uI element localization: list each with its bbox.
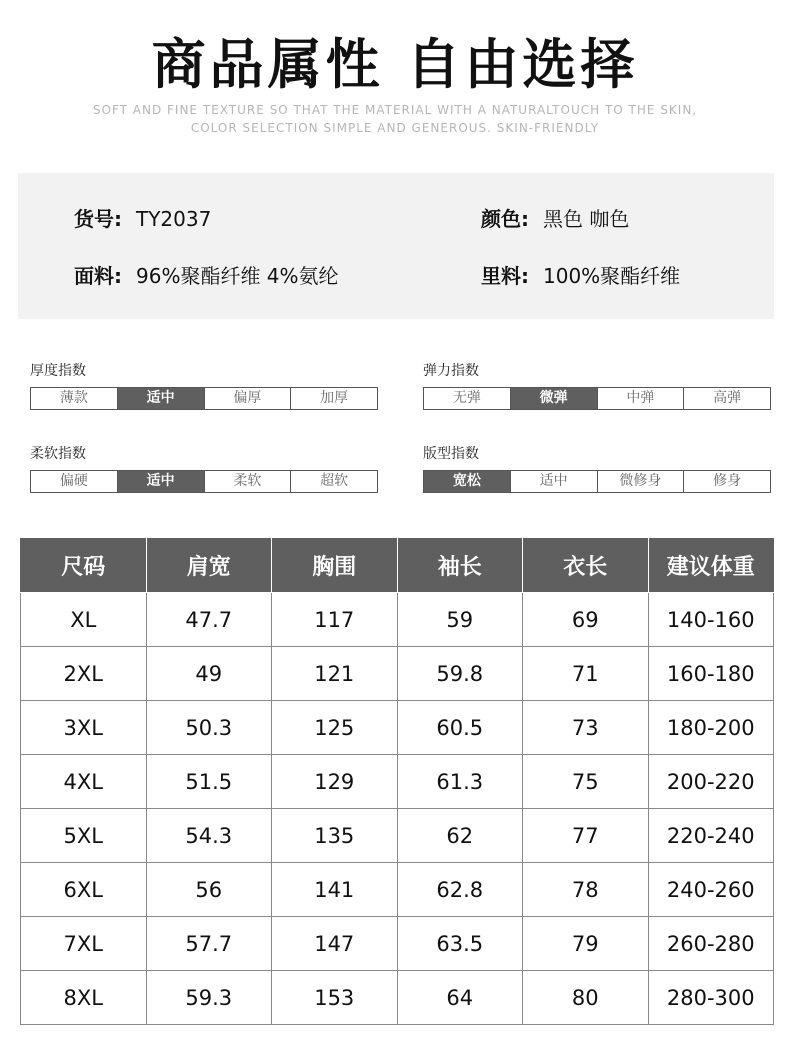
fit-option: 修身	[713, 473, 742, 489]
sleeve-cell: 62	[397, 809, 523, 863]
column-header: 胸围	[272, 538, 398, 593]
color-info	[481, 203, 629, 232]
chest-cell: 117	[272, 593, 398, 647]
chest-cell: 141	[272, 863, 398, 917]
fabric-label: 面料:	[74, 264, 122, 288]
table-row	[21, 755, 774, 809]
chest-cell: 129	[272, 755, 398, 809]
length-cell: 71	[523, 647, 649, 701]
shoulder-cell: 59.3	[146, 971, 272, 1025]
elasticity-option-selected: 微弹	[511, 388, 598, 409]
thickness-option: 薄款	[31, 388, 118, 409]
elasticity-option: 无弹	[424, 388, 511, 409]
fit-option-selected: 宽松	[424, 471, 511, 492]
weight-cell: 240-260	[648, 863, 774, 917]
elasticity-index-label: 弹力指数	[423, 363, 479, 379]
column-header: 袖长	[397, 538, 523, 593]
color-label: 颜色:	[481, 207, 529, 231]
fit-option: 适中	[511, 471, 598, 492]
length-cell: 77	[523, 809, 649, 863]
chest-cell: 135	[272, 809, 398, 863]
table-row	[21, 593, 774, 647]
length-cell: 75	[523, 755, 649, 809]
thickness-option: 偏厚	[205, 388, 292, 409]
fit-index-scale	[423, 470, 771, 493]
column-header: 建议体重	[648, 538, 774, 593]
item-number	[74, 203, 211, 232]
size-cell: 2XL	[21, 647, 147, 701]
length-cell: 79	[523, 917, 649, 971]
table-row	[21, 809, 774, 863]
chest-cell: 125	[272, 701, 398, 755]
table-row	[21, 863, 774, 917]
shoulder-cell: 47.7	[146, 593, 272, 647]
length-cell: 73	[523, 701, 649, 755]
elasticity-option: 中弹	[598, 388, 685, 409]
shoulder-cell: 56	[146, 863, 272, 917]
sleeve-cell: 62.8	[397, 863, 523, 917]
table-row	[21, 647, 774, 701]
table-row	[21, 917, 774, 971]
page-title: 商品属性 自由选择	[151, 33, 639, 96]
softness-index-label: 柔软指数	[30, 446, 86, 462]
weight-cell: 180-200	[648, 701, 774, 755]
column-header: 衣长	[523, 538, 649, 593]
length-cell: 80	[523, 971, 649, 1025]
subtitle-line-1: SOFT AND FINE TEXTURE SO THAT THE MATERIAL WITH A NATURALTOUCH TO THE SKIN,	[92, 103, 698, 117]
table-row	[21, 971, 774, 1025]
sleeve-cell: 59.8	[397, 647, 523, 701]
fit-index-label: 版型指数	[423, 446, 479, 462]
length-cell: 78	[523, 863, 649, 917]
elasticity-option: 高弹	[713, 390, 742, 406]
shoulder-cell: 54.3	[146, 809, 272, 863]
weight-cell: 280-300	[648, 971, 774, 1025]
size-cell: 6XL	[21, 863, 147, 917]
chest-cell: 147	[272, 917, 398, 971]
shoulder-cell: 51.5	[146, 755, 272, 809]
sleeve-cell: 59	[397, 593, 523, 647]
thickness-index-label: 厚度指数	[30, 363, 86, 379]
size-chart-header-row	[21, 538, 774, 593]
elasticity-index-scale	[423, 387, 771, 410]
size-cell: XL	[21, 593, 147, 647]
sleeve-cell: 63.5	[397, 917, 523, 971]
column-header: 尺码	[21, 538, 147, 593]
sleeve-cell: 60.5	[397, 701, 523, 755]
color-value: 黑色 咖色	[543, 207, 630, 231]
weight-cell: 260-280	[648, 917, 774, 971]
thickness-option-selected: 适中	[118, 388, 205, 409]
size-cell: 8XL	[21, 971, 147, 1025]
softness-option: 超软	[320, 473, 349, 489]
shoulder-cell: 57.7	[146, 917, 272, 971]
sleeve-cell: 64	[397, 971, 523, 1025]
shoulder-cell: 50.3	[146, 701, 272, 755]
thickness-index-scale	[30, 387, 378, 410]
shoulder-cell: 49	[146, 647, 272, 701]
size-cell: 5XL	[21, 809, 147, 863]
size-chart-table	[20, 538, 774, 1025]
weight-cell: 140-160	[648, 593, 774, 647]
size-cell: 3XL	[21, 701, 147, 755]
weight-cell: 220-240	[648, 809, 774, 863]
chest-cell: 121	[272, 647, 398, 701]
weight-cell: 200-220	[648, 755, 774, 809]
item-number-value: TY2037	[136, 207, 212, 231]
thickness-option: 加厚	[320, 390, 349, 406]
softness-option-selected: 适中	[118, 471, 205, 492]
softness-index-scale	[30, 470, 378, 493]
product-info-panel	[18, 173, 774, 319]
fabric-value: 96%聚酯纤维 4%氨纶	[136, 264, 339, 288]
column-header: 肩宽	[146, 538, 272, 593]
item-number-label: 货号:	[74, 207, 122, 231]
fabric-info	[74, 260, 339, 289]
lining-value: 100%聚酯纤维	[543, 264, 681, 288]
size-cell: 7XL	[21, 917, 147, 971]
size-cell: 4XL	[21, 755, 147, 809]
lining-label: 里料:	[481, 264, 529, 288]
softness-option: 柔软	[205, 471, 292, 492]
table-row	[21, 701, 774, 755]
lining-info	[481, 260, 680, 289]
length-cell: 69	[523, 593, 649, 647]
subtitle-line-2: COLOR SELECTION SIMPLE AND GENEROUS. SKIN-FRIENDLY	[190, 121, 600, 135]
sleeve-cell: 61.3	[397, 755, 523, 809]
softness-option: 偏硬	[31, 471, 118, 492]
chest-cell: 153	[272, 971, 398, 1025]
fit-option: 微修身	[598, 471, 685, 492]
weight-cell: 160-180	[648, 647, 774, 701]
